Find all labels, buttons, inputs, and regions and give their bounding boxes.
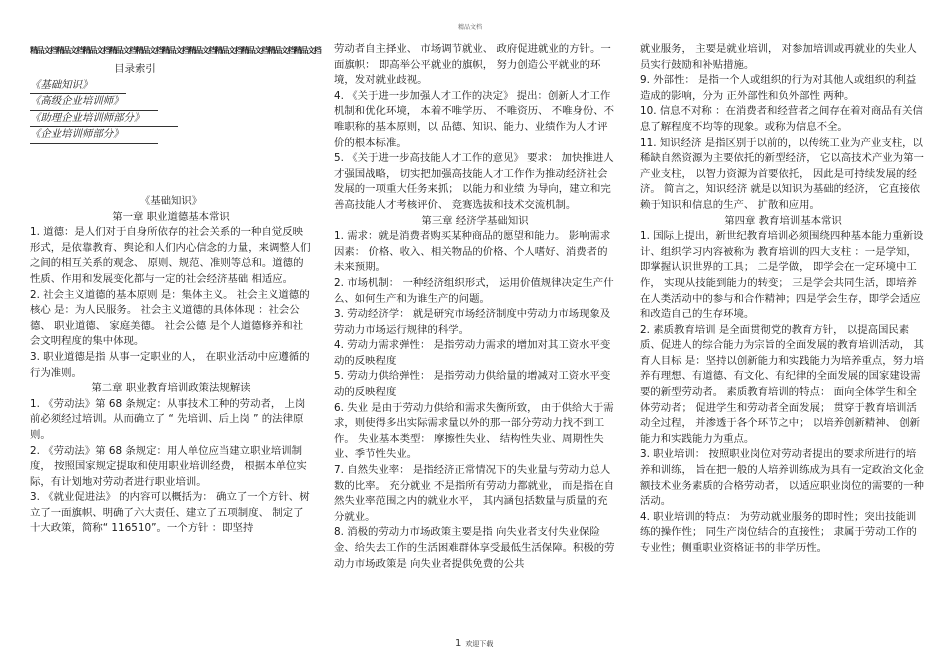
paragraph: 3. 职业培训： 按照职业岗位对劳动者提出的要求所进行的培养和训练， 旨在把一般的人培养训练成为具有一定政治文化金额技术业务素质的合格劳动者， 以适应职业岗位的需要的一种活动。 (640, 448, 924, 508)
paragraph: 1. 《劳动法》第 68 条规定：从事技术工种的劳动者， 上岗前必须经过培训。从而确立了 “ 先培训、后上岗 ” 的法律原则。 (30, 397, 306, 441)
paragraph: 7. 自然失业率： 是指经济正常情况下的失业量与劳动力总人数的比率。 充分就业 不是指所有劳动力都就业， 而是指在自然失业率范围之内的就业水平， 其内涵包括数量与质量的充分就业。 (334, 464, 615, 523)
toc-link[interactable]: 《助理企业培训师部分》 (30, 111, 178, 128)
paragraph: 就业服务， 主要是就业培训， 对参加培训或再就业的失业人员实行鼓励和补贴措施。 (640, 43, 917, 71)
section-heading: 第二章 职业教育培训政策法规解读 (91, 382, 251, 395)
paragraph: 1. 国际上提出，新世纪教育培训必须围绕四种基本能力重新设计、组织学习内容被称为 教育培训的四大支柱 ：一是学知， 即掌握认识世界的工具； 二是学做， 即学会在一定环境中工作， 实现从技能到能力的转变； 三是学会共同生活，即培养在人类活动中的参与和合作精神；四是学会生存，即学会适应和改造自己的生存环境。 (640, 230, 924, 321)
toc-link[interactable]: 《高级企业培训师》 (30, 94, 158, 111)
toc-title: 目录索引 (114, 63, 156, 75)
paragraph: 4. 《关于进一步加强人才工作的决定》 提出：创新人才工作机制和优化环境， 本着不唯学历、 不唯资历、 不唯身份、不唯职称的基本原则，以 品德、知识、能力、业绩作为人才评价的根本标准。 (334, 89, 615, 149)
column-1 (30, 44, 321, 537)
paragraph: 10. 信息不对称 ：在消费者和经营者之间存在着对商品有关信息了解程度不均等的现象。或称为信息不全。 (640, 105, 923, 133)
paragraph: 3. 劳动经济学： 就是研究市场经济制度中劳动力市场现象及劳动力市场运行规律的科学。 (334, 308, 611, 336)
paragraph: 5. 《关于进一步高技能人才工作的意见》 要求： 加快推进人才强国战略， 切实把加强高技能人才工作作为推动经济社会发展的一项重大任务来抓； 以能力和业绩 为导向，建立和完善高技能人才考核评价、 竞赛选拔和技术交流机制。 (334, 152, 614, 211)
section-heading: 《基础知识》 (139, 195, 203, 207)
paragraph: 2. 素质教育培训 是全面贯彻党的教育方针， 以提高国民素质、促进人的综合能力为宗旨的全面发展的教育培训活动， 其育人目标 是：坚持以创新能力和实践能力为培养重点，努力培养有理想、有道德、有文化、有纪律的全面发展的国家建设需要的新型劳动者。 素质教育培训的特点： 面向全体学生和全体劳动者； 促进学生和劳动者全面发展； 贯穿于教育培训活动全过程， 并渗透于各个环节之中； 以培养创新精神、 创新能力和实践能力为重点。 (640, 323, 924, 445)
paragraph: 3. 《就业促进法》 的内容可以概括为： 确立了一个方针、树立了一面旗帜、明确了六大责任、建立了五项制度、 制定了十大政策，简称“ 116510”。一个方针 ：即坚持 (30, 491, 310, 535)
toc-link[interactable]: 《企业培训师部分》 (30, 127, 158, 144)
page-number: 1 (455, 638, 462, 649)
masthead-repeated-text: 精品文档精品文档精品文档精品文档精品文档精品文档精品文档精品文档精品文档精品文档精品文档 (30, 46, 321, 55)
paragraph: 1. 需求：就是消费者购买某种商品的愿望和能力。 影响需求因素： 价格、收入、相关物品的价格、个人嗜好、消费者的未来预期。 (334, 230, 611, 274)
paragraph: 3. 职业道德是指 从事一定职业的人， 在职业活动中应遵循的行为准则。 (30, 350, 310, 379)
paragraph: 6. 失业 是由于劳动力供给和需求失衡所致， 由于供给大于需求，则使得多出实际需求量以外的那一部分劳动力找不到工作。 失业基本类型： 摩擦性失业、 结构性失业、周期性失业、季节性失业。 (334, 401, 614, 461)
toc-link[interactable]: 《基础知识》 (30, 78, 126, 95)
footer-text: 欢迎下载 (465, 640, 494, 648)
paragraph: 1. 道德：是人们对于自身所依存的社会关系的一种自觉反映形式，是依靠教育、舆论和人们内心信念的力量，来调整人们之间的相互关系的观念、 原则、规范、准则等总和。道德的性质、作用和发展变化都与一定的社会经济基础 相适应。 (30, 226, 311, 285)
paragraph: 2. 社会主义道德的基本原则 是：集体主义。 社会主义道德的核心 是：为人民服务。 社会主义道德的具体体现 ：社会公德、 职业道德、 家庭美德。 社会公德 是个人道德修养和社会文明程度的集中体现。 (30, 288, 310, 348)
paragraph: 劳动者自主择业、 市场调节就业、 政府促进就业的方针。一面旗帜： 即高举公平就业的旗帜， 努力创造公平就业的环境，发对就业歧视。 (334, 43, 611, 87)
column-3 (640, 42, 926, 557)
paragraph: 2. 《劳动法》第 68 条规定：用人单位应当建立职业培训制度， 按照国家规定提取和使用职业培训经费， 根据本单位实际，有计划地对劳动者进行职业培训。 (30, 444, 307, 488)
section-heading: 第一章 职业道德基本常识 (112, 210, 230, 223)
paragraph: 5. 劳动力供给弹性： 是指劳动力供给量的增减对工资水平变动的反映程度 (334, 370, 611, 399)
section-heading: 第四章 教育培训基本常识 (724, 214, 842, 227)
section-heading: 第三章 经济学基础知识 (421, 214, 529, 227)
paragraph: 2. 市场机制： 一种经济组织形式， 运用价值规律决定生产什么、如何生产和为谁生产的问题。 (334, 276, 614, 305)
paragraph: 8. 消极的劳动力市场政策主要是指 向失业者支付失业保险金、给失去工作的生活困难群体享受最低生活保障。积极的劳动力市场政策是 向失业者提供免费的公共 (334, 526, 615, 570)
page-mark: 精品文档 (458, 24, 483, 31)
page-footer (455, 638, 493, 649)
column-2 (334, 42, 616, 572)
paragraph: 9. 外部性： 是指一个人或组织的行为对其他人或组织的利益造成的影响，分为 正外部性和负外部性 两种。 (640, 74, 917, 102)
paragraph: 11. 知识经济 是指区别于以前的，以传统工业为产业支柱，以稀缺自然资源为主要依托的新型经济， 它以高技术产业为第一产业支柱， 以智力资源为首要依托， 因此是可持续发展的经济。 简言之，知识经济 就是以知识为基础的经济， 它直接依赖于知识和信息的生产、 扩散和应用。 (640, 136, 924, 211)
paragraph: 4. 职业培训的特点： 为劳动就业服务的即时性；突出技能训练的操作性； 同生产岗位结合的直接性； 隶属于劳动工作的专业性；侧重职业资格证书的非学历性。 (640, 510, 917, 554)
paragraph: 4. 劳动力需求弹性： 是指劳动力需求的增加对其工资水平变动的反映程度 (334, 339, 611, 367)
